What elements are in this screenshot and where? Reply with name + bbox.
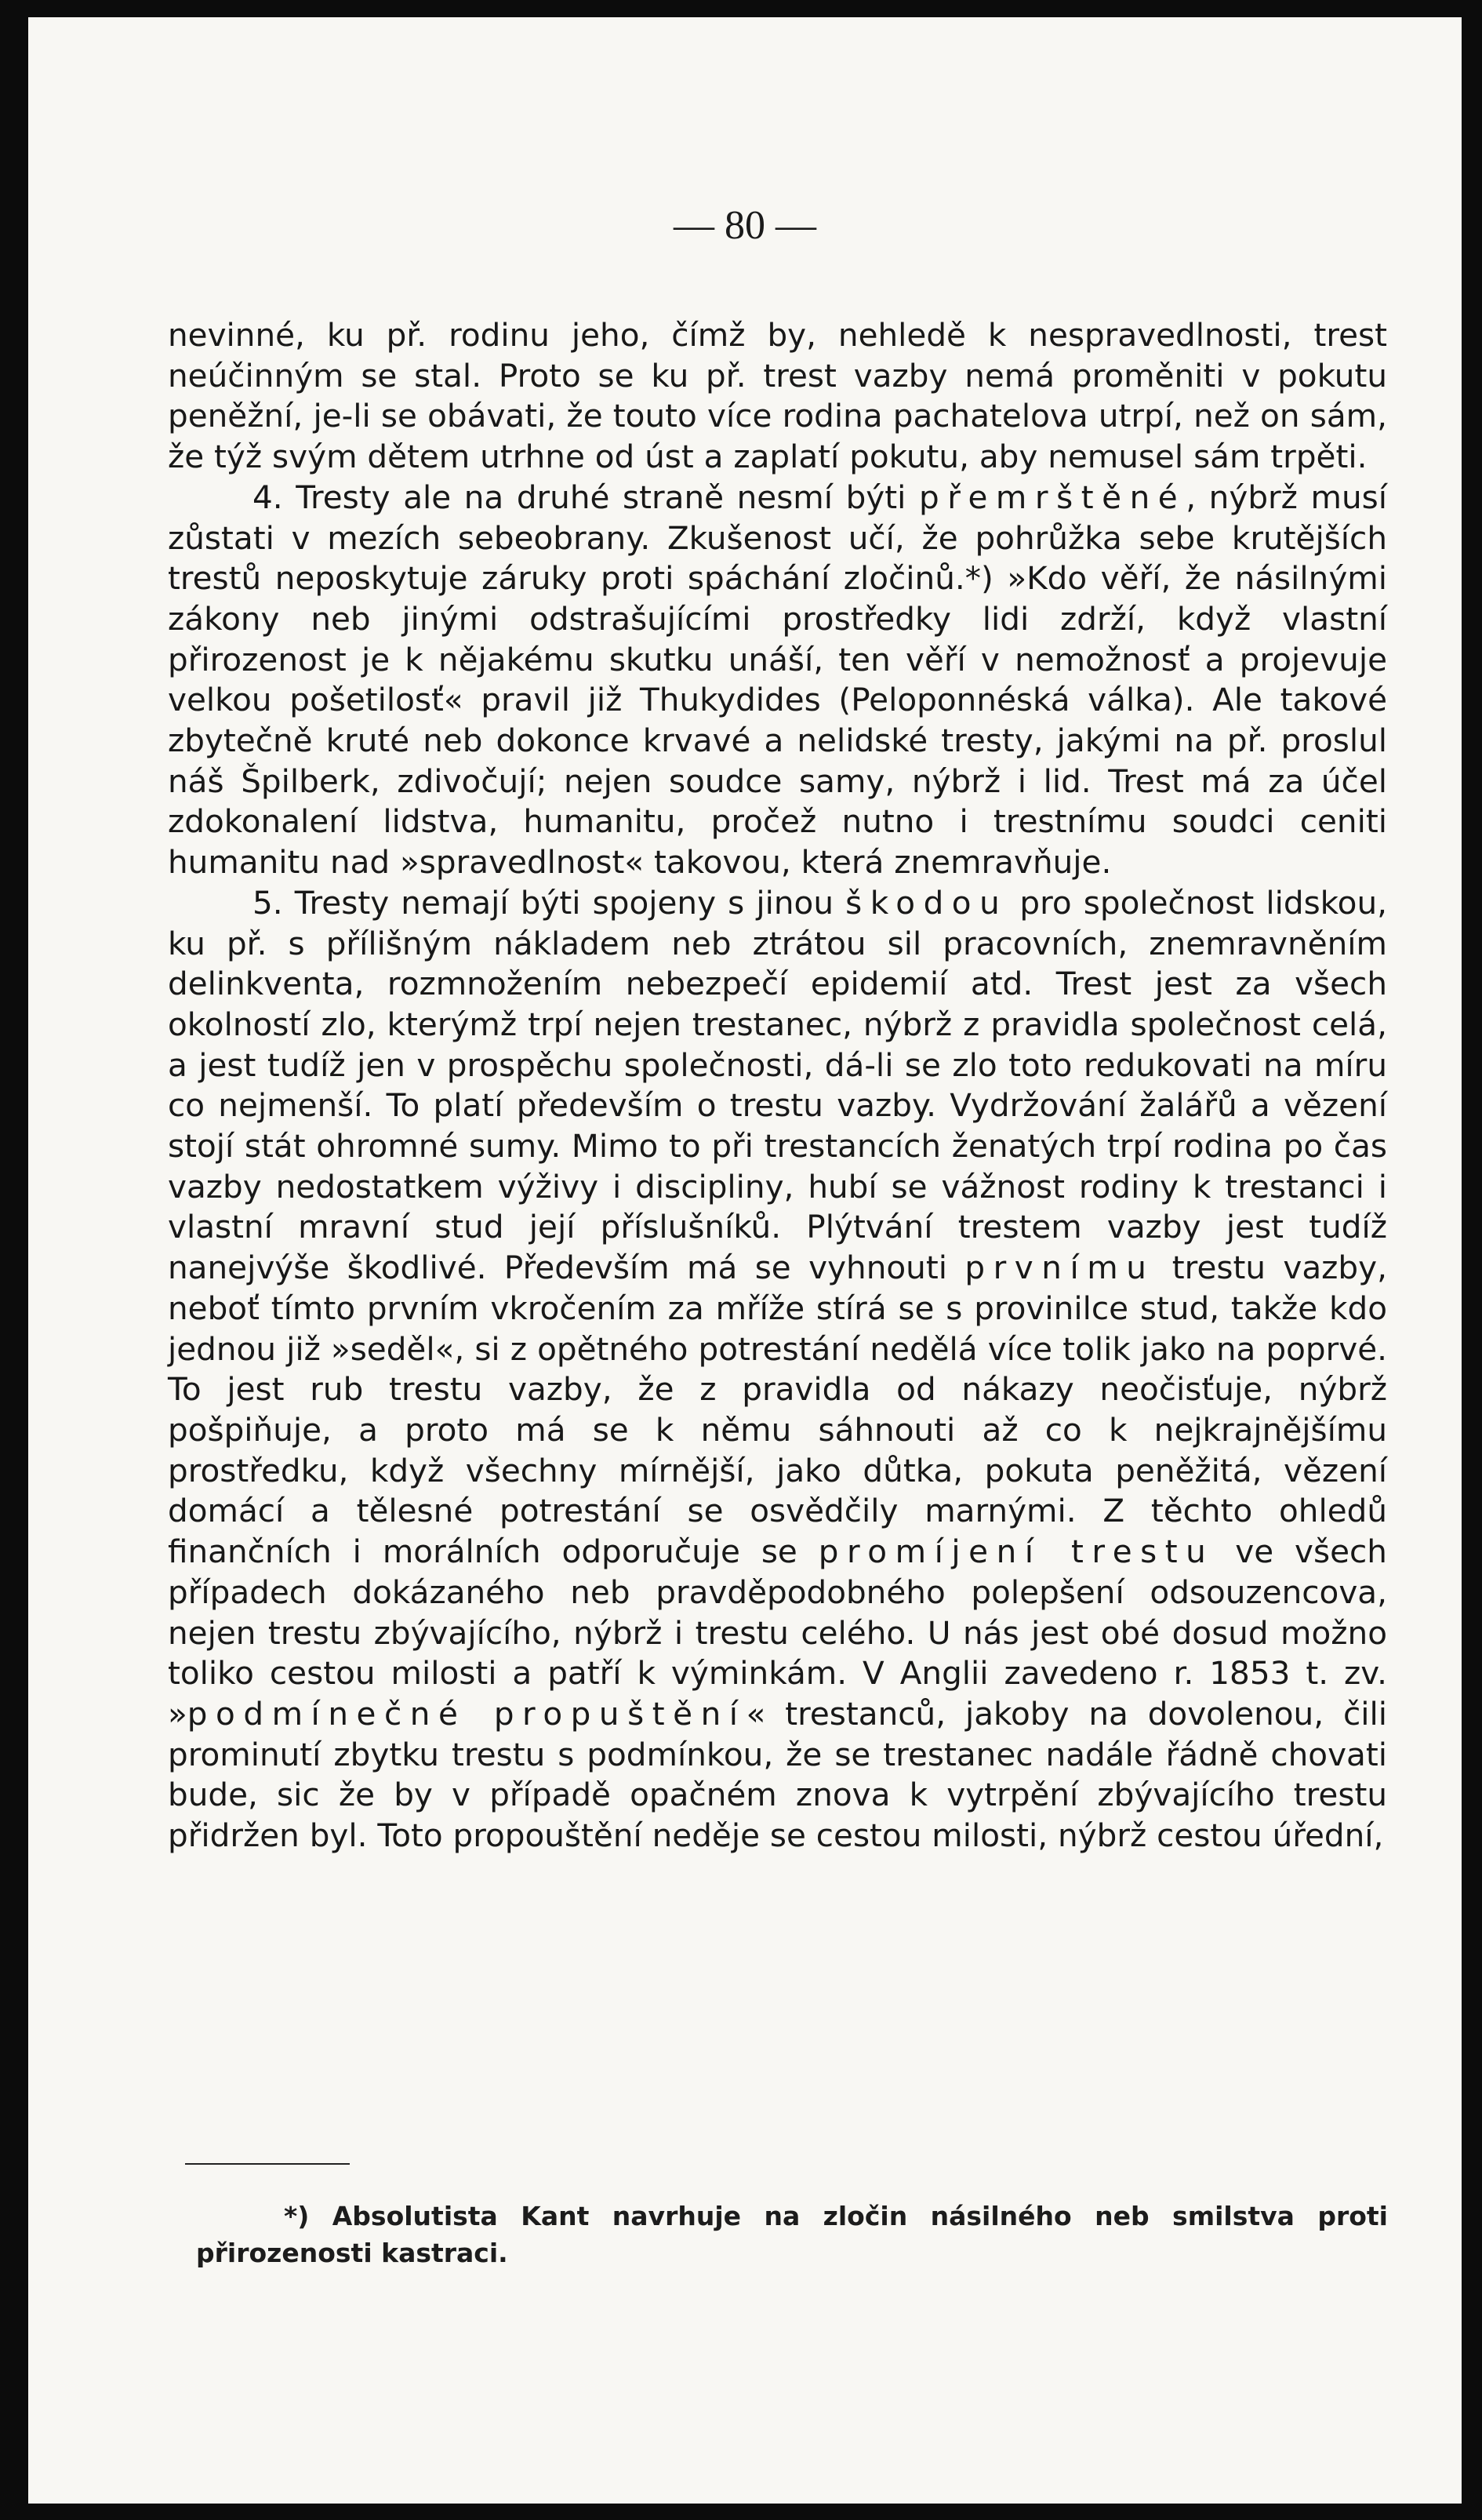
footnote: *) Absolutista Kant navrhuje na zločin násilného neb smilstva proti přirozenosti kastraci. <box>196 2201 1388 2268</box>
text-segment: 4. Tresty ale na druhé straně nesmí býti <box>252 478 919 516</box>
emphasis-spaced: promíjení trestu <box>818 1533 1215 1571</box>
paragraph-point-5 <box>168 883 1387 1856</box>
paragraph <box>168 315 1387 478</box>
text-segment: nevinné, ku př. rodinu jeho, čímž by, nehledě k nespravedlnosti, trest neúčinným se stal. Proto se ku př. trest vazby nemá proměniti v pokutu peněžní, je-li se obávati, že touto více rodina pachatelova utrpí, než on sám, že týž svým dětem utrhne od úst a zaplatí pokutu, aby nemusel sám trpěti. <box>168 316 1387 476</box>
text-segment: pro společnost lidskou, ku př. s přílišným nákladem neb ztrátou sil pracovních, znemravněním delinkventa, rozmnožením nebezpečí epidemií atd. Trest jest za všech okolností zlo, kterýmž trpí nejen trestanec, nýbrž z pravidla společnost celá, a jest tudíž jen v prospěchu společnosti, dá-li se zlo toto redukovati na míru co nejmenší. To platí především o trestu vazby. Vydržování žalářů a vězení stojí stát ohromné sumy. Mimo to při trestancích ženatých trpí rodina po čas vazby nedostatkem výživy i discipliny, hubí se vážnost rodiny k trestanci i vlastní mravní stud její příslušníků. Plýtvání trestem vazby jest tudíž nanejvýše škodlivé. Především má se vyhnouti <box>168 883 1387 1287</box>
text-segment: trestu vazby, neboť tímto prvním vkročením za mříže stírá se s provinilce stud, takže kdo jednou již »seděl«, si z opětného potrestání nedělá více tolik jako na poprvé. To jest rub trestu vazby, že z pravidla od nákazy neočisťuje, nýbrž pošpiňuje, a proto má se k němu sáhnouti až co k nejkrajnějšímu prostředku, když všechny mírnější, jako důtka, pokuta peněžitá, vězení domácí a tělesné potrestání se osvědčily marnými. Z těchto ohledů finančních i morálních odporučuje se <box>168 1249 1387 1571</box>
main-text <box>168 315 1387 1856</box>
emphasis-spaced: škodou <box>845 883 1008 922</box>
text-segment: , nýbrž musí zůstati v mezích sebeobrany. Zkušenost učí, že pohrůžka sebe krutějších trestů neposkytuje záruky proti spáchání zločinů.*) »Kdo věří, že násilnými zákony neb jinými odstrašujícími prostředky lidi zdrží, když vlastní přirozenost je k nějakému skutku unáší, ten věří v nemožnosť a projevuje velkou pošetilosť« pravil již Thukydides (Peloponnéská válka). Ale takové zbytečně kruté neb dokonce krvavé a nelidské tresty, jakými na př. proslul náš Špilberk, zdivočují; nejen soudce samy, nýbrž i lid. Trest má za účel zdokonalení lidstva, humanitu, pročež nutno i trestnímu soudci ceniti humanitu nad »spravedlnost« takovou, která znemravňuje. <box>168 478 1387 882</box>
emphasis-spaced: prvnímu <box>964 1249 1155 1287</box>
book-page <box>28 17 1462 2504</box>
paragraph-point-4 <box>168 478 1387 883</box>
footnote-divider <box>185 2163 350 2165</box>
emphasis-spaced: podmínečné propuštění <box>187 1694 746 1733</box>
footnotes <box>196 2198 1388 2271</box>
text-segment: « trestanců, jakoby na dovolenou, čili prominutí zbytku trestu s podmínkou, že se trestanec nadále řádně chovati bude, sic že by v případě opačném znova k vytrpění zbývajícího trestu přidržen byl. Toto propouštění neděje se cestou milosti, nýbrž cestou úřední, <box>168 1694 1387 1855</box>
text-segment: 5. Tresty nemají býti spojeny s jinou <box>252 883 846 922</box>
text-segment: ve všech případech dokázaného neb pravděpodobného polepšení odsouzencova, nejen trestu zbývajícího, nýbrž i trestu celého. U nás jest obé dosud možno toliko cestou milosti a patří k výminkám. V Anglii zavedeno r. 1853 t. zv. » <box>168 1533 1387 1733</box>
emphasis-spaced: přemrštěné <box>918 478 1186 516</box>
page-number: — 80 — <box>674 203 816 248</box>
